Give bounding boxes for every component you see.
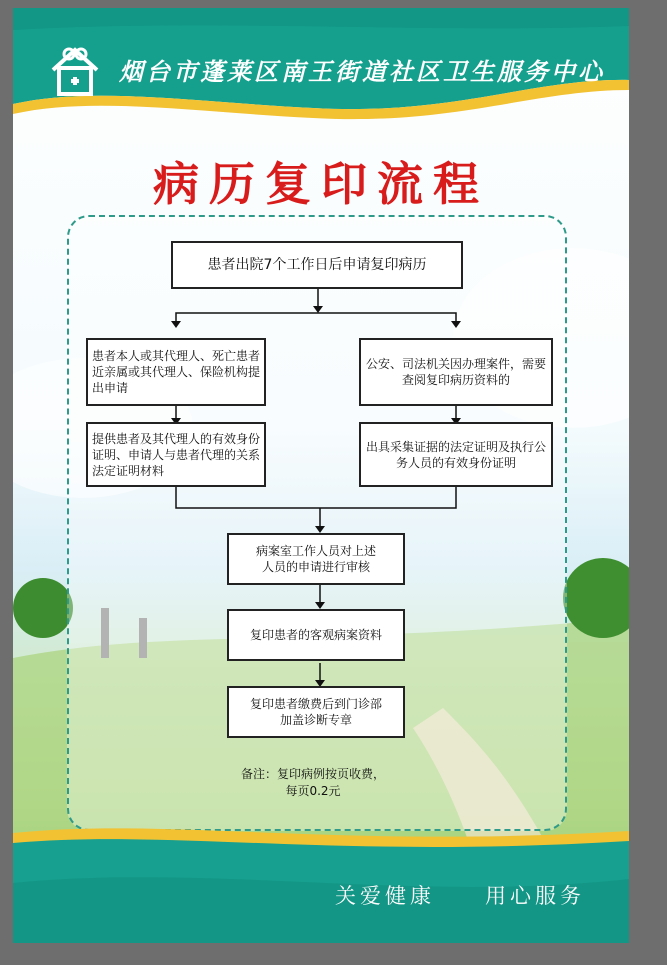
- slogan-care-health: 关爱健康: [335, 884, 435, 908]
- organization-name: 烟台市蓬莱区南王街道社区卫生服务中心: [119, 57, 605, 86]
- slogan-serve-heart: 用心服务: [485, 884, 585, 908]
- step-copy-box: 复印患者的客观病案资料: [227, 609, 405, 661]
- fee-note-line-2: 每页0.2元: [285, 784, 341, 798]
- step-review-box: 病案室工作人员对上述人员的申请进行审核: [227, 533, 405, 585]
- fee-note: [208, 766, 418, 800]
- step-left-apply-box: 患者本人或其代理人、死亡患者近亲属或其代理人、保险机构提出申请: [86, 338, 266, 406]
- step-left-documents-box: 提供患者及其代理人的有效身份证明、申请人与患者代理的关系法定证明材料: [86, 422, 266, 487]
- step-stamp-box: 复印患者缴费后到门诊部加盖诊断专章: [227, 686, 405, 738]
- step-right-police-box: 公安、司法机关因办理案件，需要查阅复印病历资料的: [359, 338, 553, 406]
- poster: [13, 8, 629, 943]
- step-right-evidence-box: 出具采集证据的法定证明及执行公务人员的有效身份证明: [359, 422, 553, 487]
- step-start-box: 患者出院7个工作日后申请复印病历: [171, 241, 463, 289]
- page-title: 病历复印流程: [153, 157, 489, 211]
- fee-note-line-1: 备注：复印病例按页收费，: [240, 767, 385, 781]
